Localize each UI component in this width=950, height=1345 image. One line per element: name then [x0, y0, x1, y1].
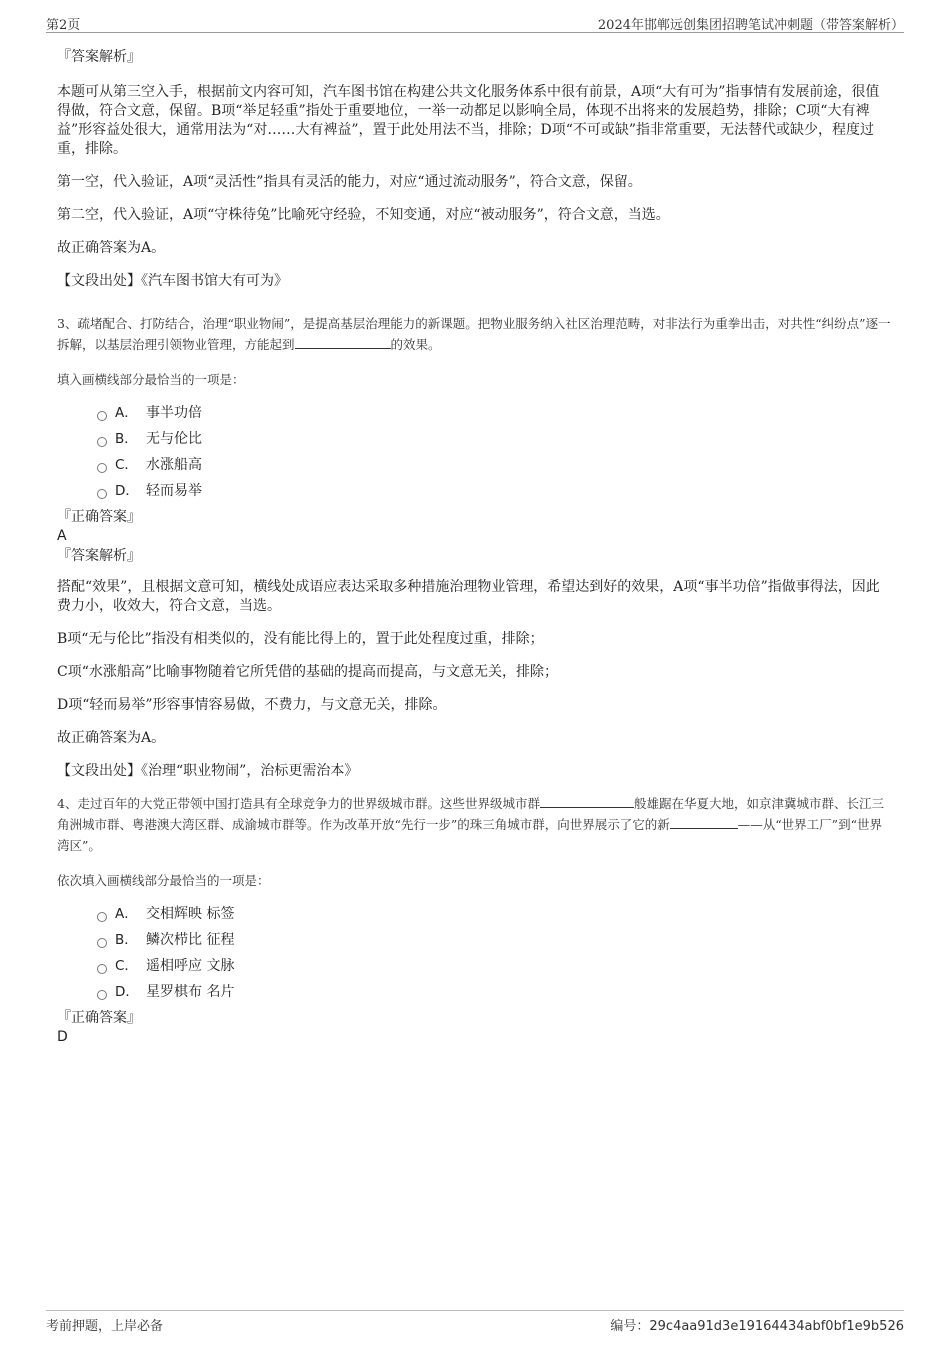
q2-source: 【文段出处】《汽车图书馆大有可为》: [57, 273, 288, 289]
radio-icon[interactable]: [97, 912, 107, 922]
q3-stem-text: 3、疏堵配合、打防结合，治理“职业物闹”，是提高基层治理能力的新课题。把物业服务纳入社区治理范畴，对非法行为重拳出击，对共性“纠纷点”逐一拆解，以基层治理引领物业管理，方能起到: [57, 316, 891, 352]
radio-icon[interactable]: [97, 938, 107, 948]
q3-correct-label: 『正确答案』: [57, 509, 141, 525]
q3-analysis-paragraph: 搭配“效果”，且根据文意可知，横线处成语应表达采取多种措施治理物业管理，希望达到好的效果，A项“事半功倍”指做事得法，因此费力小，收效大，符合文意，当选。: [57, 579, 880, 614]
q2-analysis-label: 『答案解析』: [57, 49, 141, 65]
q3-analysis-paragraph: D项“轻而易举”形容事情容易做，不费力，与文意无关，排除。: [57, 697, 447, 713]
q3-options: [57, 400, 893, 504]
q4-option-b[interactable]: B． 鳞次栉比 征程: [57, 927, 893, 953]
document-title: 2024年邯郸远创集团招聘笔试冲刺题（带答案解析）: [597, 18, 904, 33]
q3-source: 【文段出处】《治理“职业物闹”，治标更需治本》: [57, 763, 359, 779]
q2-analysis-paragraph: 第一空，代入验证，A项“灵活性”指具有灵活的能力，对应“通过流动服务”，符合文意，保留。: [57, 174, 642, 190]
q3-blank: [295, 335, 391, 349]
radio-icon[interactable]: [97, 411, 107, 421]
q2-analysis-paragraph: 故正确答案为A。: [57, 240, 166, 256]
q3-analysis-paragraph: C项“水涨船高”比喻事物随着它所凭借的基础的提高而提高，与文意无关，排除；: [57, 664, 559, 680]
q4-stem-text: 4、走过百年的大党正带领中国打造具有全球竞争力的世界级城市群。这些世界级城市群: [57, 796, 540, 811]
radio-icon[interactable]: [97, 489, 107, 499]
q3-analysis-label: 『答案解析』: [57, 548, 141, 564]
q4-correct-label: 『正确答案』: [57, 1010, 141, 1026]
radio-icon[interactable]: [97, 990, 107, 1000]
radio-icon[interactable]: [97, 437, 107, 447]
q3-option-c[interactable]: C． 水涨船高: [57, 452, 893, 478]
q3-stem-end: 的效果。: [390, 337, 441, 352]
q3-analysis-paragraph: 故正确答案为A。: [57, 730, 166, 746]
q4-option-a[interactable]: A． 交相辉映 标签: [57, 901, 893, 927]
q4-blank-1: [540, 794, 634, 808]
q2-analysis-paragraph: 本题可从第三空入手，根据前文内容可知，汽车图书馆在构建公共文化服务体系中很有前景，A项“大有可为”指事情有发展前途，很值得做，符合文意，保留。B项“举足轻重”指处于重要地位，一举一动都足以影响全局，体现不出将来的发展趋势，排除；C项“大有裨益”形容益处很大，通常用法为“对……大有裨益”，置于此处用法不当，排除；D项“不可或缺”指非常重要，无法替代或缺少，程度过重，排除。: [57, 84, 880, 157]
q3-option-d[interactable]: D． 轻而易举: [57, 478, 893, 504]
q3-stem: [57, 313, 893, 355]
q4-stem: [57, 793, 893, 856]
q4-option-c[interactable]: C． 遥相呼应 文脉: [57, 953, 893, 979]
q4-options: [57, 901, 893, 1005]
code-label: 编号：: [610, 1319, 650, 1334]
q2-analysis-paragraph: 第二空，代入验证，A项“守株待兔”比喻死守经验，不知变通，对应“被动服务”，符合文意，当选。: [57, 207, 670, 223]
q4-instruction: 依次填入画横线部分最恰当的一项是：: [57, 873, 270, 888]
page-number: 第2页: [46, 18, 81, 33]
page-header: [46, 12, 904, 33]
q3-correct-answer: A: [57, 528, 67, 544]
document-code: [610, 1315, 904, 1334]
page-footer: [46, 1310, 904, 1334]
q3-analysis-paragraph: B项“无与伦比”指没有相类似的，没有能比得上的，置于此处程度过重，排除；: [57, 631, 544, 647]
footer-slogan: 考前押题，上岸必备: [46, 1319, 164, 1334]
q3-option-b[interactable]: B． 无与伦比: [57, 426, 893, 452]
q4-correct-answer: D: [57, 1029, 68, 1045]
q3-option-a[interactable]: A． 事半功倍: [57, 400, 893, 426]
q4-stem-text: 般雄踞在华夏大地，如京津冀城市群、长江三角洲城市群、粤港澳大湾区群、成渝城市群等。作为改革开放“先行一步”的珠三角城市群，向世界展示了它的新: [57, 796, 884, 832]
page-content: [57, 44, 893, 1046]
q4-option-d[interactable]: D． 星罗棋布 名片: [57, 979, 893, 1005]
q3-instruction: 填入画横线部分最恰当的一项是：: [57, 372, 245, 387]
radio-icon[interactable]: [97, 463, 107, 473]
code-value: 29c4aa91d3e19164434abf0bf1e9b526: [649, 1319, 904, 1334]
q4-stem-text: ——从“世界工厂”到“世界湾区”。: [57, 817, 882, 853]
radio-icon[interactable]: [97, 964, 107, 974]
q4-blank-2: [670, 815, 738, 829]
